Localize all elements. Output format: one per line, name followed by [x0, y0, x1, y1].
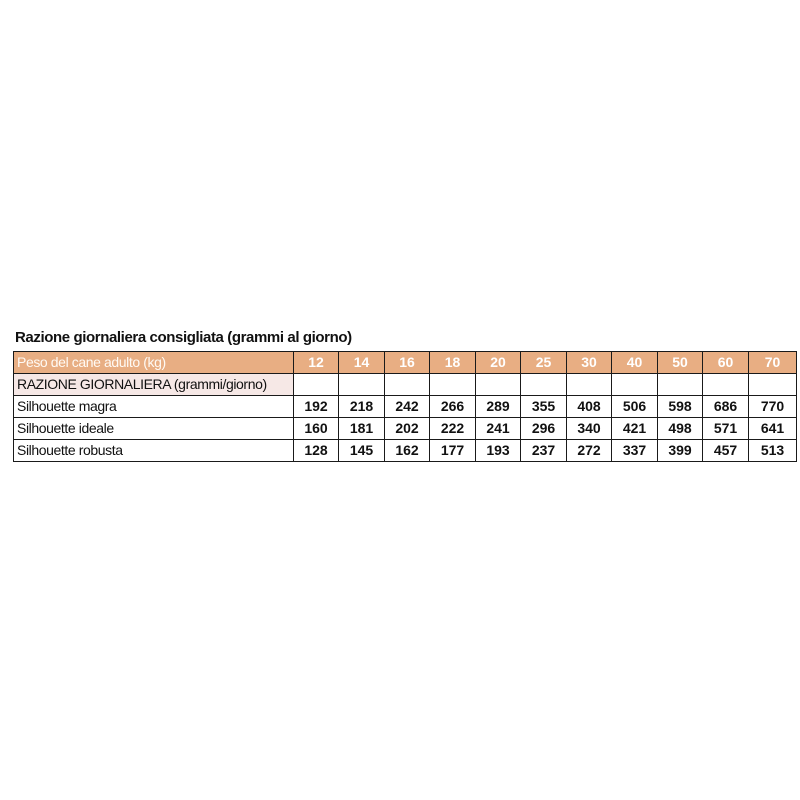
daily-ration-table: [13, 351, 797, 462]
ration-value-cell: 337: [612, 440, 658, 462]
empty-cell: [339, 374, 385, 396]
weight-header-cell: 30: [567, 352, 612, 374]
empty-cell: [703, 374, 749, 396]
ration-value-cell: 241: [476, 418, 521, 440]
ration-value-cell: 571: [703, 418, 749, 440]
ration-value-cell: 340: [567, 418, 612, 440]
ration-value-cell: 237: [521, 440, 567, 462]
ration-value-cell: 202: [385, 418, 430, 440]
ration-value-cell: 160: [294, 418, 339, 440]
ration-value-cell: 770: [749, 396, 797, 418]
ration-value-cell: 289: [476, 396, 521, 418]
ration-value-cell: 421: [612, 418, 658, 440]
ration-value-cell: 266: [430, 396, 476, 418]
ration-value-cell: 162: [385, 440, 430, 462]
table-row-silhouette-robusta: [14, 440, 797, 462]
ration-value-cell: 145: [339, 440, 385, 462]
row-label: Silhouette magra: [14, 396, 294, 418]
empty-cell: [749, 374, 797, 396]
ration-value-cell: 598: [658, 396, 703, 418]
empty-cell: [612, 374, 658, 396]
weight-header-label: Peso del cane adulto (kg): [14, 352, 294, 374]
table-title: Razione giornaliera consigliata (grammi al giorno): [15, 329, 352, 346]
ration-value-cell: 399: [658, 440, 703, 462]
empty-cell: [385, 374, 430, 396]
empty-cell: [658, 374, 703, 396]
ration-value-cell: 513: [749, 440, 797, 462]
weight-header-row: [14, 352, 797, 374]
empty-cell: [567, 374, 612, 396]
weight-header-cell: 50: [658, 352, 703, 374]
table-row-silhouette-magra: [14, 396, 797, 418]
weight-header-cell: 14: [339, 352, 385, 374]
weight-header-cell: 20: [476, 352, 521, 374]
weight-header-cell: 60: [703, 352, 749, 374]
empty-cell: [294, 374, 339, 396]
section-label: RAZIONE GIORNALIERA (grammi/giorno): [14, 374, 294, 396]
row-label: Silhouette robusta: [14, 440, 294, 462]
ration-value-cell: 192: [294, 396, 339, 418]
ration-value-cell: 177: [430, 440, 476, 462]
ration-value-cell: 222: [430, 418, 476, 440]
weight-header-cell: 18: [430, 352, 476, 374]
weight-header-cell: 70: [749, 352, 797, 374]
ration-value-cell: 218: [339, 396, 385, 418]
ration-value-cell: 641: [749, 418, 797, 440]
ration-value-cell: 506: [612, 396, 658, 418]
row-label: Silhouette ideale: [14, 418, 294, 440]
ration-value-cell: 296: [521, 418, 567, 440]
ration-value-cell: 355: [521, 396, 567, 418]
ration-value-cell: 242: [385, 396, 430, 418]
empty-cell: [476, 374, 521, 396]
section-row: [14, 374, 797, 396]
ration-value-cell: 457: [703, 440, 749, 462]
ration-value-cell: 498: [658, 418, 703, 440]
ration-value-cell: 408: [567, 396, 612, 418]
table-row-silhouette-ideale: [14, 418, 797, 440]
ration-value-cell: 128: [294, 440, 339, 462]
weight-header-cell: 25: [521, 352, 567, 374]
weight-header-cell: 16: [385, 352, 430, 374]
weight-header-cell: 40: [612, 352, 658, 374]
ration-value-cell: 181: [339, 418, 385, 440]
empty-cell: [521, 374, 567, 396]
empty-cell: [430, 374, 476, 396]
ration-value-cell: 272: [567, 440, 612, 462]
weight-header-cell: 12: [294, 352, 339, 374]
ration-value-cell: 193: [476, 440, 521, 462]
ration-value-cell: 686: [703, 396, 749, 418]
